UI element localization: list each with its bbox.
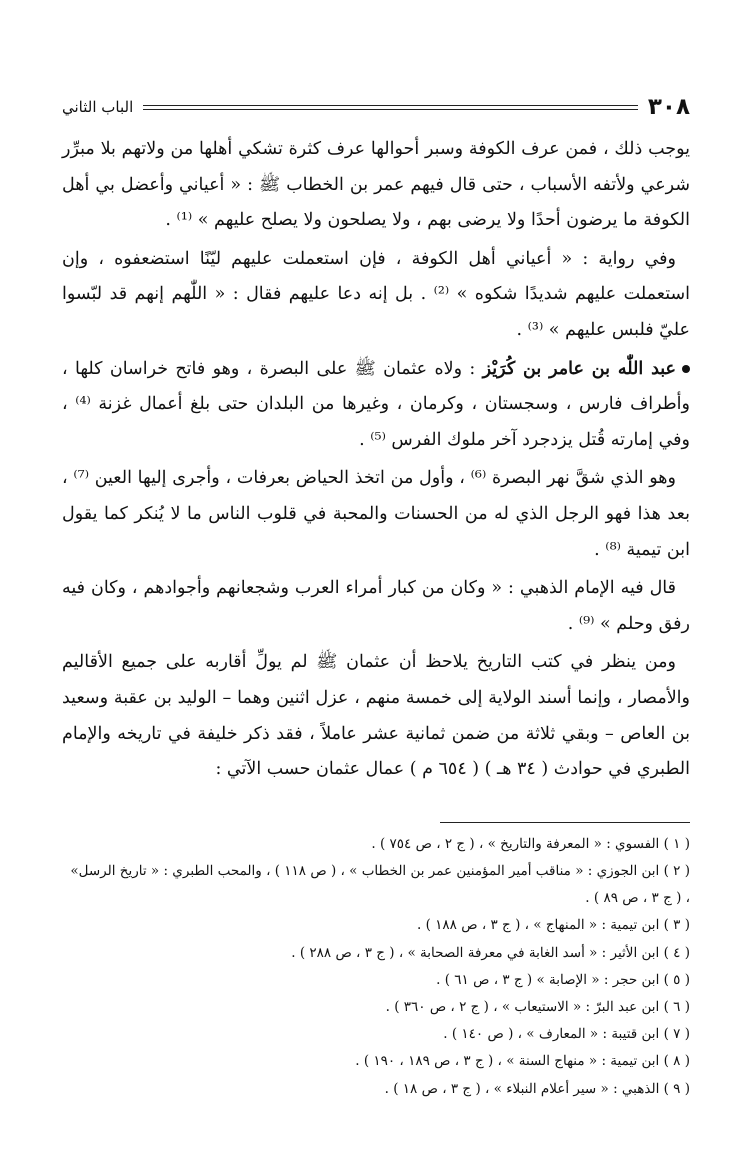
footnotes bbox=[62, 831, 690, 1103]
paragraph-3 bbox=[62, 352, 690, 459]
book-page bbox=[62, 90, 690, 1103]
paragraph-5: قال فيه الإمام الذهبي : « وكان من كبار أمراء العرب وشجعانهم وأجوادهم ، وكان فيه رفق وحلم » ⁽⁹⁾ . bbox=[62, 578, 690, 634]
footnote: ( ٧ ) ابن قتيبة : « المعارف » ، ( ص ١٤٠ ) . bbox=[443, 1026, 690, 1043]
paragraph-2: وفي رواية : « أعياني أهل الكوفة ، فإن استعملت عليهم ليّنًا استضعفوه ، وإن استعملت عليهم شديدًا شكوه » ⁽²⁾ . بل إنه دعا عليهم فقال : « اللّٰهم إنهم قد لبّسوا عليّ فلبس عليهم » ⁽³⁾ . bbox=[62, 248, 690, 340]
footnote: ( ٤ ) ابن الأثير : « أسد الغابة في معرفة الصحابة » ، ( ج ٣ ، ص ٢٨٨ ) . bbox=[291, 944, 690, 961]
page-number: ٣٠٨ bbox=[647, 94, 690, 120]
paragraph-3-text: : ولاه عثمان ﷺ على البصرة ، وهو فاتح خراسان كلها ، وأطراف فارس ، وسجستان ، وكرمان ، وغيرها من البلدان حتى بلغ أعمال غزنة ⁽⁴⁾ ، وفي إمارته قُتل يزدجرد آخر ملوك الفرس ⁽⁵⁾ . bbox=[62, 358, 690, 450]
page-header bbox=[62, 90, 690, 124]
bullet-icon bbox=[682, 365, 690, 373]
paragraph-1: يوجب ذلك ، فمن عرف الكوفة وسبر أحوالها عرف كثرة تشكي أهلها من ولاتهم بلا مبرِّر شرعي ولأتفه الأسباب ، حتى قال فيهم عمر بن الخطاب ﷺ : « أعياني وأعضل بي أهل الكوفة ما يرضون أحدًا ولا يرضى بهم ، ولا يصلحون ولا يصلح عليهم » ⁽¹⁾ . bbox=[62, 139, 690, 231]
person-name: عبد اللّٰه بن عامر بن كُرَيْز bbox=[482, 358, 676, 379]
footnote: ( ٩ ) الذهبي : « سير أعلام النبلاء » ، ( ج ٣ ، ص ١٨ ) . bbox=[384, 1080, 690, 1097]
main-text bbox=[62, 132, 690, 788]
footnote-separator bbox=[440, 822, 690, 823]
chapter-title: الباب الثاني bbox=[62, 98, 134, 116]
footnote: ( ٥ ) ابن حجر : « الإصابة » ( ج ٣ ، ص ٦١ ) . bbox=[436, 971, 690, 988]
footnote: ( ٦ ) ابن عبد البرّ : « الاستيعاب » ، ( ج ٢ ، ص ٣٦٠ ) . bbox=[385, 998, 690, 1015]
footnote: ( ٣ ) ابن تيمية : « المنهاج » ، ( ج ٣ ، ص ١٨٨ ) . bbox=[417, 917, 690, 934]
footnote: ( ٨ ) ابن تيمية : « منهاج السنة » ، ( ج ٣ ، ص ١٨٩ ، ١٩٠ ) . bbox=[355, 1053, 690, 1070]
paragraph-4: وهو الذي شقَّ نهر البصرة ⁽⁶⁾ ، وأول من اتخذ الحياض بعرفات ، وأجرى إليها العين ⁽⁷⁾ ، بعد هذا فهو الرجل الذي له من الحسنات والمحبة في قلوب الناس ما لا يُنكر كما يقول ابن تيمية ⁽⁸⁾ . bbox=[62, 468, 690, 560]
header-double-rule bbox=[143, 105, 638, 110]
footnote: ( ١ ) الفسوي : « المعرفة والتاريخ » ، ( ج ٢ ، ص ٧٥٤ ) . bbox=[371, 835, 690, 852]
footnote: ( ٢ ) ابن الجوزي : « مناقب أمير المؤمنين عمر بن الخطاب » ، ( ص ١١٨ ) ، والمحب الطبري : « تاريخ الرسل» ، ( ج ٣ ، ص ٨٩ ) . bbox=[70, 862, 690, 907]
paragraph-6: ومن ينظر في كتب التاريخ يلاحظ أن عثمان ﷺ لم يولِّ أقاربه على جميع الأقاليم والأمصار ، وإنما أسند الولاية إلى خمسة منهم ، عزل اثنين وهما – الوليد بن عقبة وسعيد بن العاص – وبقي ثلاثة من ضمن ثمانية عشر عاملاً ، فقد ذكر خليفة في تاريخه والإمام الطبري في حوادث ( ٣٤ هـ ) ( ٦٥٤ م ) عمال عثمان حسب الآتي : bbox=[62, 652, 690, 780]
